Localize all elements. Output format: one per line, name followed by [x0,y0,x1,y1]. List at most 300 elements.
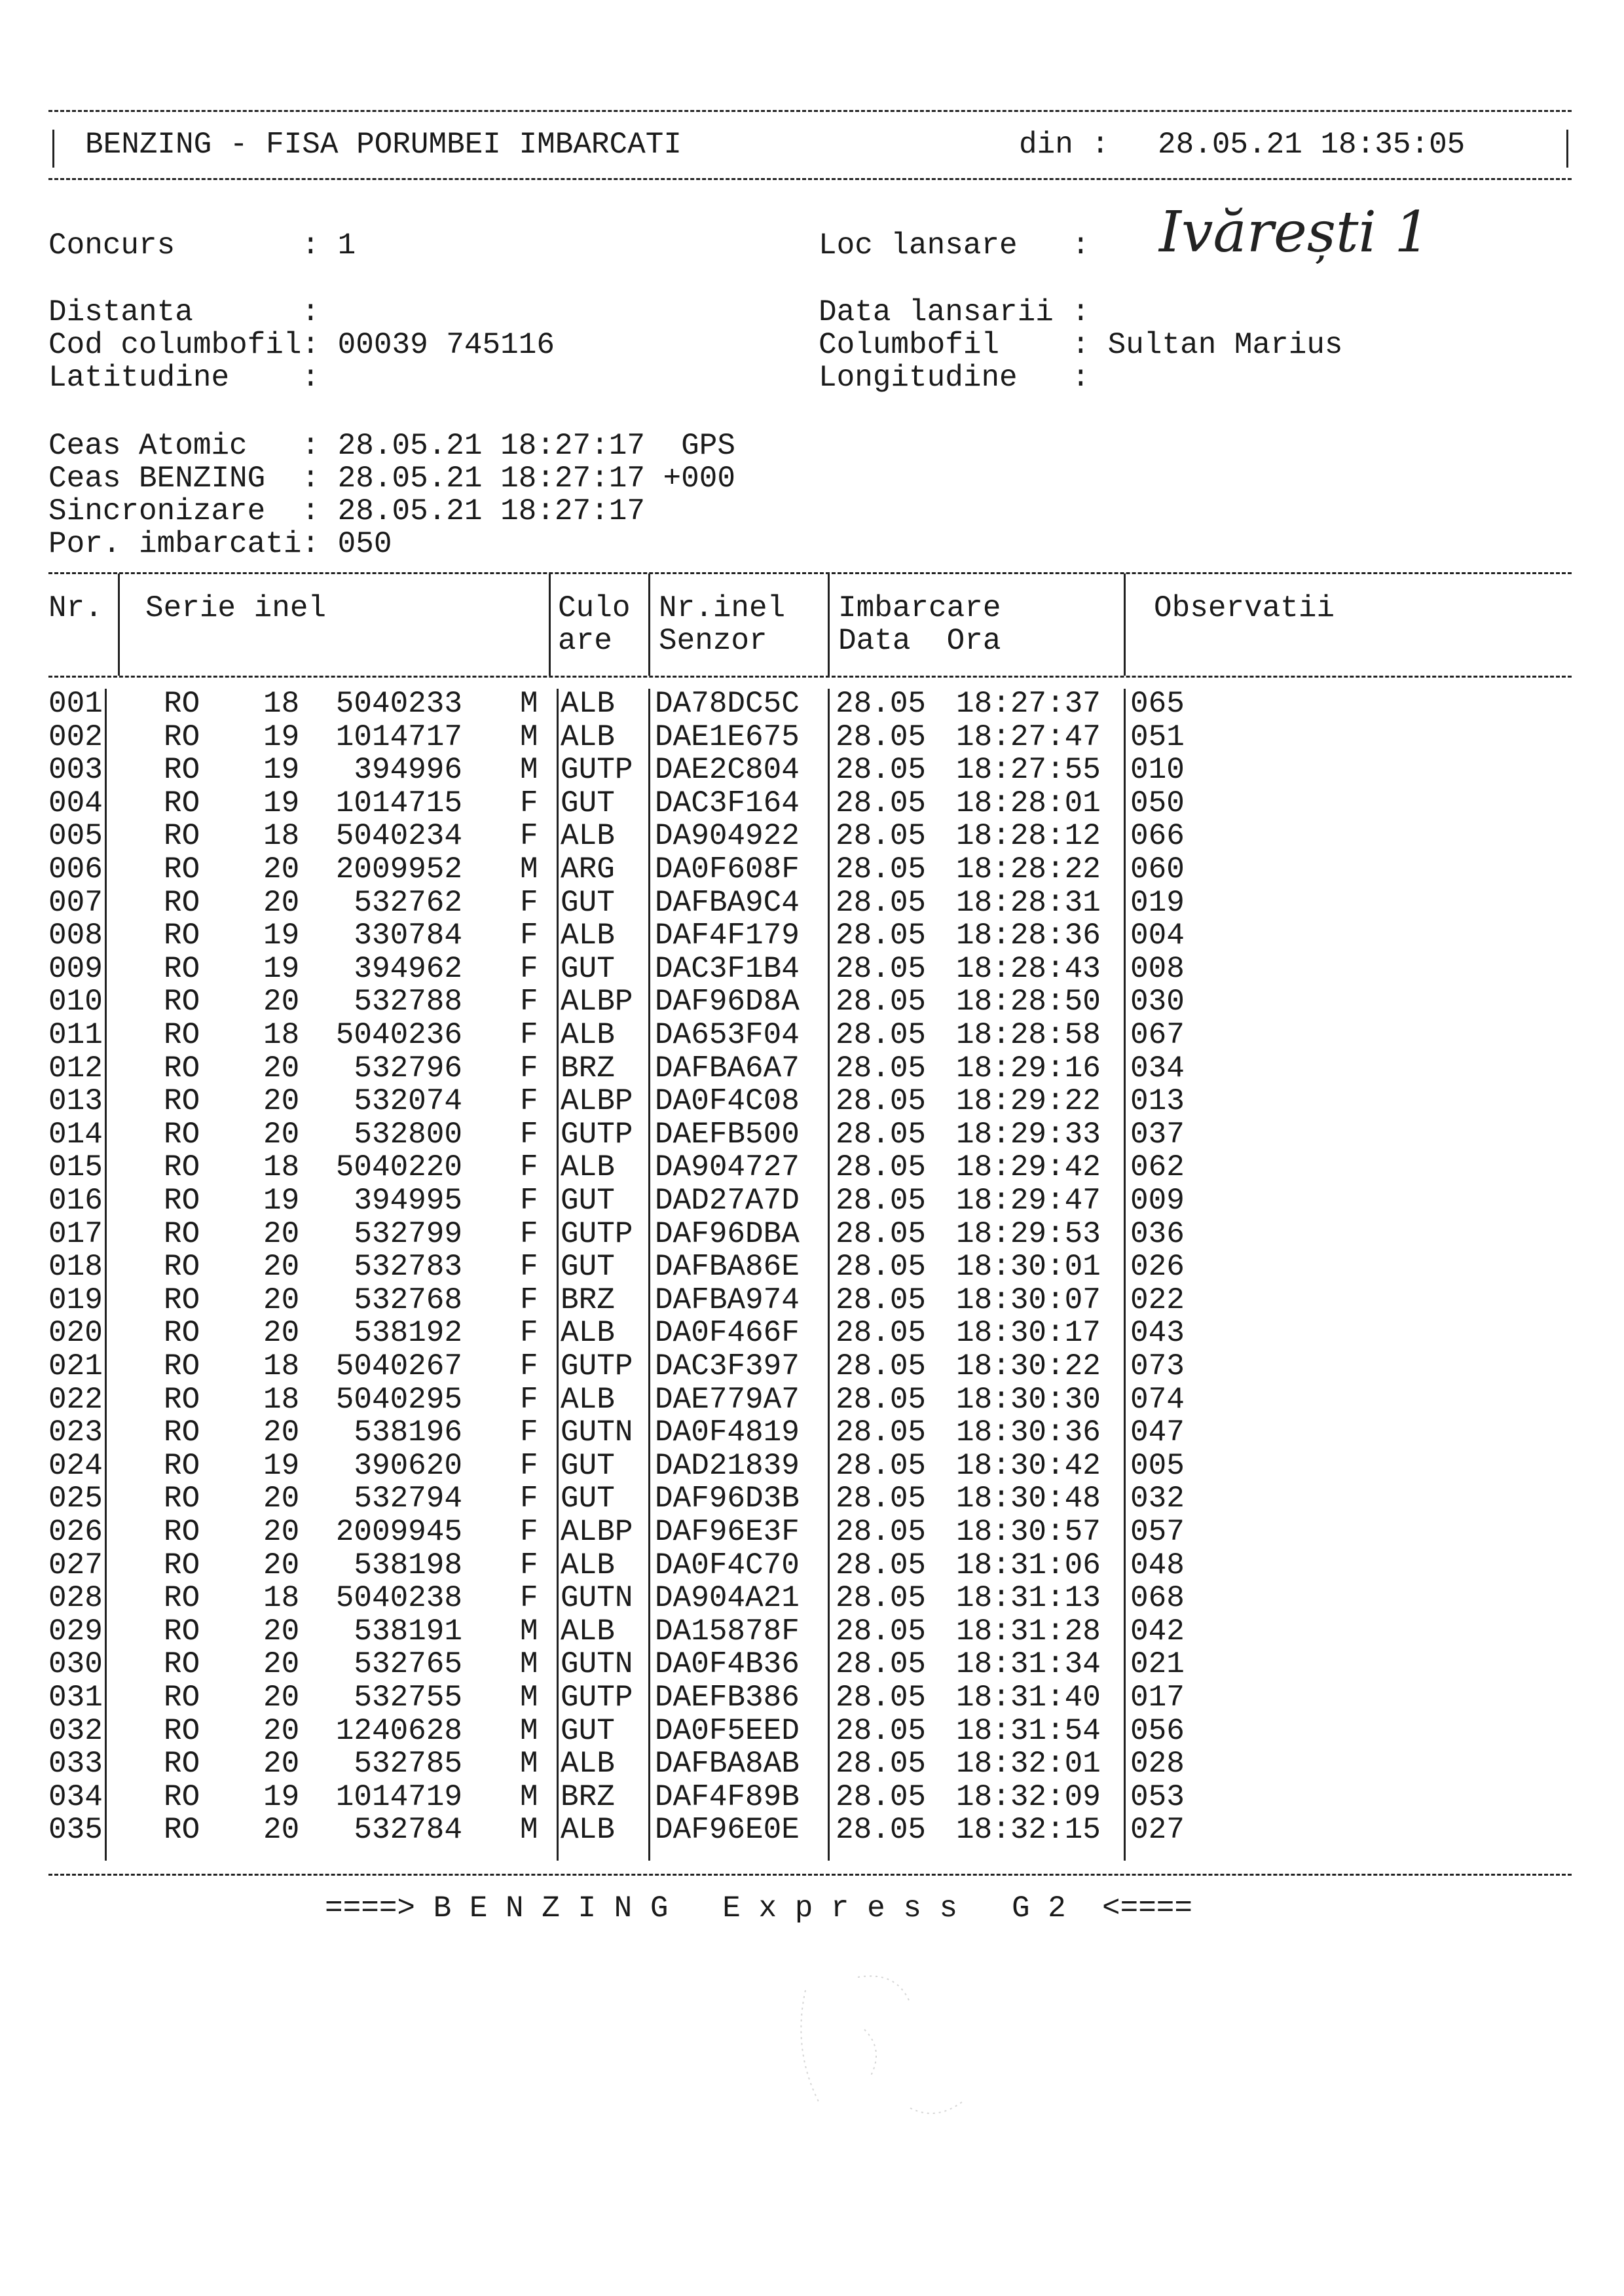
cell-senzor: DAFBA86E [655,1250,800,1285]
table-row [0,1482,1624,1515]
cell-observatii: 050 [1130,786,1185,820]
cell-inel: 5040238 [335,1581,462,1616]
concurs-field: Concurs : 1 [48,228,356,263]
cell-senzor: DA904727 [655,1150,800,1185]
cell-nr: 023 [48,1415,103,1450]
cell-sex: F [520,1316,538,1351]
cell-culoare: ALB [561,1614,615,1649]
header-top-border [48,110,1572,112]
cell-data: 28.05 [836,1681,927,1715]
table-bottom-border [48,1874,1572,1876]
cell-an: 20 [263,1515,300,1549]
cell-an: 20 [263,852,300,886]
col-sep-3 [648,574,650,676]
cell-an: 18 [263,1150,300,1185]
col-sep-2 [549,574,551,676]
cell-inel: 532768 [354,1283,462,1317]
cell-data: 28.05 [836,1713,927,1748]
cell-observatii: 073 [1130,1349,1185,1383]
cell-sex: F [520,1382,538,1417]
table-row [0,1317,1624,1349]
cell-inel: 5040220 [335,1150,462,1185]
table-row [0,687,1624,720]
cell-ora: 18:32:01 [956,1747,1101,1781]
cell-sex: M [520,1779,538,1814]
cell-observatii: 066 [1130,819,1185,854]
cell-inel: 532794 [354,1482,462,1516]
document-title: BENZING - FISA PORUMBEI IMBARCATI [85,128,682,162]
cell-an: 20 [263,1216,300,1251]
col-header-observatii: Observatii [1154,591,1335,625]
latitudine-field: Latitudine : [48,361,320,395]
cell-ora: 18:28:36 [956,919,1101,953]
cell-culoare: ARG [561,852,615,886]
cell-senzor: DAE779A7 [655,1382,800,1417]
cell-ora: 18:27:55 [956,753,1101,788]
header-datetime: 28.05.21 18:35:05 [1158,128,1466,162]
cell-nr: 010 [48,985,103,1019]
cell-nr: 030 [48,1647,103,1682]
cell-observatii: 010 [1130,753,1185,788]
cell-nr: 011 [48,1018,103,1052]
cell-tara: RO [164,985,200,1019]
cell-sex: M [520,1614,538,1649]
cell-observatii: 028 [1130,1747,1185,1781]
cell-ora: 18:31:40 [956,1681,1101,1715]
table-row [0,1085,1624,1118]
cell-nr: 032 [48,1713,103,1748]
cell-sex: F [520,1084,538,1119]
cell-culoare: GUTP [561,753,633,788]
cell-data: 28.05 [836,720,927,754]
cell-ora: 18:31:13 [956,1581,1101,1616]
cell-sex: F [520,819,538,854]
cell-an: 20 [263,1482,300,1516]
cell-culoare: GUT [561,786,615,820]
cell-senzor: DAEFB386 [655,1681,800,1715]
cell-inel: 538192 [354,1316,462,1351]
cell-data: 28.05 [836,819,927,854]
cell-an: 20 [263,1117,300,1152]
cell-data: 28.05 [836,1184,927,1218]
cell-inel: 532074 [354,1084,462,1119]
cell-observatii: 048 [1130,1548,1185,1582]
cell-inel: 538191 [354,1614,462,1649]
header-bottom-border [48,178,1572,180]
cell-data: 28.05 [836,1448,927,1483]
cell-culoare: GUT [561,1250,615,1285]
cell-senzor: DAEFB500 [655,1117,800,1152]
cell-tara: RO [164,1647,200,1682]
cell-inel: 532800 [354,1117,462,1152]
cell-ora: 18:28:12 [956,819,1101,854]
cell-an: 20 [263,1250,300,1285]
cell-an: 20 [263,1813,300,1848]
cell-culoare: GUT [561,1482,615,1516]
cell-data: 28.05 [836,1813,927,1848]
cell-inel: 5040236 [335,1018,462,1052]
cell-sex: F [520,1150,538,1185]
cell-data: 28.05 [836,1548,927,1582]
table-row [0,886,1624,919]
cell-tara: RO [164,819,200,854]
cell-culoare: ALBP [561,1084,633,1119]
cell-nr: 009 [48,951,103,986]
cell-nr: 018 [48,1250,103,1285]
cell-nr: 001 [48,687,103,721]
cell-observatii: 013 [1130,1084,1185,1119]
cell-ora: 18:27:37 [956,687,1101,721]
table-top-border [48,572,1572,574]
cell-senzor: DA0F5EED [655,1713,800,1748]
cell-nr: 029 [48,1614,103,1649]
cell-sex: F [520,1415,538,1450]
cell-tara: RO [164,1150,200,1185]
cell-inel: 532788 [354,985,462,1019]
table-row [0,1218,1624,1250]
cell-culoare: ALBP [561,985,633,1019]
cell-senzor: DAFBA6A7 [655,1051,800,1085]
cell-culoare: GUT [561,1184,615,1218]
table-row [0,919,1624,952]
table-row [0,1019,1624,1051]
cell-inel: 1014717 [335,720,462,754]
cell-an: 19 [263,951,300,986]
cell-culoare: GUT [561,1713,615,1748]
header-left-bar [52,130,54,168]
cell-data: 28.05 [836,753,927,788]
cell-ora: 18:29:16 [956,1051,1101,1085]
cell-sex: F [520,1018,538,1052]
cell-inel: 2009952 [335,852,462,886]
ceas-benzing-field: Ceas BENZING : 28.05.21 18:27:17 +000 [48,462,735,496]
cell-observatii: 042 [1130,1614,1185,1649]
cell-culoare: BRZ [561,1051,615,1085]
cell-observatii: 021 [1130,1647,1185,1682]
cell-inel: 532785 [354,1747,462,1781]
cell-tara: RO [164,1747,200,1781]
cell-senzor: DA0F4B36 [655,1647,800,1682]
col-header-senzor: Senzor [659,624,767,658]
cell-tara: RO [164,1051,200,1085]
cell-observatii: 067 [1130,1018,1185,1052]
col-sep-1 [118,574,120,676]
cell-sex: F [520,786,538,820]
cell-sex: F [520,1184,538,1218]
cell-nr: 024 [48,1448,103,1483]
cell-tara: RO [164,885,200,920]
cell-nr: 027 [48,1548,103,1582]
cell-sex: F [520,1482,538,1516]
cell-observatii: 056 [1130,1713,1185,1748]
cell-data: 28.05 [836,1051,927,1085]
cell-inel: 394996 [354,753,462,788]
cell-senzor: DAF4F179 [655,919,800,953]
cell-tara: RO [164,1548,200,1582]
cell-culoare: ALB [561,1548,615,1582]
loc-lansare-label: Loc lansare : [819,228,1090,263]
cell-data: 28.05 [836,885,927,920]
cell-data: 28.05 [836,1018,927,1052]
cell-data: 28.05 [836,1084,927,1119]
cell-data: 28.05 [836,1216,927,1251]
col-header-data-ora: Data Ora [838,624,1001,658]
cell-an: 20 [263,1415,300,1450]
cell-data: 28.05 [836,1515,927,1549]
cell-observatii: 047 [1130,1415,1185,1450]
cell-tara: RO [164,687,200,721]
table-row [0,953,1624,985]
cell-sex: M [520,1647,538,1682]
cell-senzor: DAC3F164 [655,786,800,820]
cell-data: 28.05 [836,1614,927,1649]
table-row [0,1747,1624,1780]
cell-tara: RO [164,753,200,788]
columbofil-field: Columbofil : Sultan Marius [819,328,1343,362]
cell-sex: F [520,1448,538,1483]
cod-columbofil-field: Cod columbofil: 00039 745116 [48,328,555,362]
cell-sex: F [520,919,538,953]
cell-tara: RO [164,786,200,820]
table-row [0,1615,1624,1648]
cell-observatii: 051 [1130,720,1185,754]
cell-nr: 007 [48,885,103,920]
cell-senzor: DAFBA9C4 [655,885,800,920]
cell-sex: M [520,1747,538,1781]
cell-nr: 017 [48,1216,103,1251]
cell-culoare: GUT [561,885,615,920]
cell-ora: 18:29:47 [956,1184,1101,1218]
cell-an: 20 [263,985,300,1019]
cell-data: 28.05 [836,1581,927,1616]
cell-an: 19 [263,1779,300,1814]
cell-ora: 18:29:53 [956,1216,1101,1251]
cell-tara: RO [164,1382,200,1417]
cell-an: 19 [263,753,300,788]
cell-observatii: 062 [1130,1150,1185,1185]
cell-an: 20 [263,1283,300,1317]
col-sep-4 [828,574,830,676]
cell-senzor: DAF96E3F [655,1515,800,1549]
cell-observatii: 034 [1130,1051,1185,1085]
cell-sex: F [520,1548,538,1582]
cell-ora: 18:28:43 [956,951,1101,986]
cell-an: 20 [263,1548,300,1582]
cell-observatii: 057 [1130,1515,1185,1549]
cell-sex: M [520,753,538,788]
cell-inel: 5040295 [335,1382,462,1417]
cell-senzor: DA0F466F [655,1316,800,1351]
cell-tara: RO [164,1283,200,1317]
cell-culoare: ALB [561,1150,615,1185]
col-header-serie: Serie inel [145,591,327,625]
cell-data: 28.05 [836,1250,927,1285]
cell-tara: RO [164,1581,200,1616]
ceas-atomic-field: Ceas Atomic : 28.05.21 18:27:17 GPS [48,429,735,463]
cell-tara: RO [164,1184,200,1218]
cell-senzor: DAE2C804 [655,753,800,788]
data-lansarii-field: Data lansarii : [819,295,1090,329]
cell-senzor: DAF96D3B [655,1482,800,1516]
cell-sex: F [520,985,538,1019]
cell-senzor: DA0F4C08 [655,1084,800,1119]
cell-observatii: 074 [1130,1382,1185,1417]
cell-data: 28.05 [836,1415,927,1450]
cell-sex: F [520,1051,538,1085]
cell-nr: 012 [48,1051,103,1085]
cell-nr: 014 [48,1117,103,1152]
cell-inel: 538198 [354,1548,462,1582]
cell-senzor: DAD27A7D [655,1184,800,1218]
col-header-imbarcare: Imbarcare [838,591,1001,625]
cell-senzor: DAF4F89B [655,1779,800,1814]
cell-an: 18 [263,687,300,721]
cell-sex: F [520,1117,538,1152]
cell-data: 28.05 [836,786,927,820]
col-sep-5 [1124,574,1126,676]
cell-nr: 021 [48,1349,103,1383]
cell-nr: 026 [48,1515,103,1549]
cell-an: 20 [263,1713,300,1748]
table-row [0,1516,1624,1548]
cell-culoare: ALB [561,720,615,754]
cell-data: 28.05 [836,1150,927,1185]
cell-tara: RO [164,1681,200,1715]
cell-an: 19 [263,720,300,754]
cell-tara: RO [164,1415,200,1450]
cell-senzor: DAE1E675 [655,720,800,754]
cell-inel: 538196 [354,1415,462,1450]
distanta-field: Distanta : [48,295,320,329]
cell-senzor: DAF96E0E [655,1813,800,1848]
cell-sex: F [520,1216,538,1251]
table-row [0,1383,1624,1416]
cell-observatii: 032 [1130,1482,1185,1516]
table-row [0,1184,1624,1217]
cell-tara: RO [164,1216,200,1251]
cell-nr: 031 [48,1681,103,1715]
cell-ora: 18:29:33 [956,1117,1101,1152]
cell-tara: RO [164,1482,200,1516]
cell-nr: 003 [48,753,103,788]
cell-an: 20 [263,1051,300,1085]
cell-inel: 532783 [354,1250,462,1285]
cell-data: 28.05 [836,1316,927,1351]
cell-data: 28.05 [836,951,927,986]
cell-inel: 2009945 [335,1515,462,1549]
cell-ora: 18:28:01 [956,786,1101,820]
cell-tara: RO [164,852,200,886]
cell-culoare: ALB [561,819,615,854]
cell-data: 28.05 [836,919,927,953]
cell-sex: M [520,852,538,886]
cell-nr: 028 [48,1581,103,1616]
cell-observatii: 027 [1130,1813,1185,1848]
table-header-bottom-border [48,676,1572,678]
table-row [0,1813,1624,1846]
cell-ora: 18:32:09 [956,1779,1101,1814]
cell-nr: 005 [48,819,103,854]
cell-sex: F [520,1515,538,1549]
cell-observatii: 053 [1130,1779,1185,1814]
cell-senzor: DA0F4C70 [655,1548,800,1582]
table-row [0,787,1624,820]
cell-sex: F [520,885,538,920]
cell-tara: RO [164,1084,200,1119]
cell-an: 18 [263,819,300,854]
cell-senzor: DA904922 [655,819,800,854]
cell-ora: 18:30:42 [956,1448,1101,1483]
cell-data: 28.05 [836,985,927,1019]
cell-tara: RO [164,1779,200,1814]
cell-observatii: 019 [1130,885,1185,920]
footer-brand: ====> B E N Z I N G E x p r e s s G 2 <==== [325,1891,1193,1925]
cell-tara: RO [164,1448,200,1483]
cell-inel: 394995 [354,1184,462,1218]
cell-an: 20 [263,1084,300,1119]
cell-nr: 016 [48,1184,103,1218]
cell-an: 18 [263,1581,300,1616]
cell-ora: 18:31:54 [956,1713,1101,1748]
col-header-nr: Nr. [48,591,103,625]
cell-tara: RO [164,951,200,986]
cell-senzor: DAFBA974 [655,1283,800,1317]
table-row [0,1350,1624,1383]
cell-ora: 18:30:48 [956,1482,1101,1516]
cell-senzor: DA15878F [655,1614,800,1649]
cell-an: 19 [263,1184,300,1218]
cell-culoare: GUTN [561,1581,633,1616]
cell-sex: F [520,1250,538,1285]
cell-observatii: 022 [1130,1283,1185,1317]
cell-sex: F [520,1349,538,1383]
cell-observatii: 009 [1130,1184,1185,1218]
table-row [0,1250,1624,1283]
header-din-label: din : [1019,128,1110,162]
cell-observatii: 030 [1130,985,1185,1019]
cell-culoare: ALB [561,687,615,721]
table-row [0,721,1624,754]
cell-an: 18 [263,1349,300,1383]
cell-an: 19 [263,919,300,953]
longitudine-field: Longitudine : [819,361,1090,395]
table-row [0,1118,1624,1151]
cell-inel: 532784 [354,1813,462,1848]
cell-culoare: ALB [561,1813,615,1848]
cell-senzor: DAC3F397 [655,1349,800,1383]
cell-nr: 035 [48,1813,103,1848]
cell-nr: 015 [48,1150,103,1185]
cell-nr: 025 [48,1482,103,1516]
cell-sex: F [520,951,538,986]
table-row [0,1681,1624,1714]
cell-culoare: GUTN [561,1415,633,1450]
cell-culoare: ALB [561,919,615,953]
cell-inel: 1014715 [335,786,462,820]
table-row [0,1416,1624,1449]
cell-tara: RO [164,1250,200,1285]
cell-an: 20 [263,1614,300,1649]
cell-tara: RO [164,720,200,754]
cell-sex: M [520,1681,538,1715]
cell-ora: 18:28:22 [956,852,1101,886]
cell-ora: 18:30:17 [956,1316,1101,1351]
cell-sex: M [520,1713,538,1748]
table-row [0,820,1624,852]
cell-an: 20 [263,1681,300,1715]
cell-inel: 532796 [354,1051,462,1085]
cell-senzor: DAD21839 [655,1448,800,1483]
